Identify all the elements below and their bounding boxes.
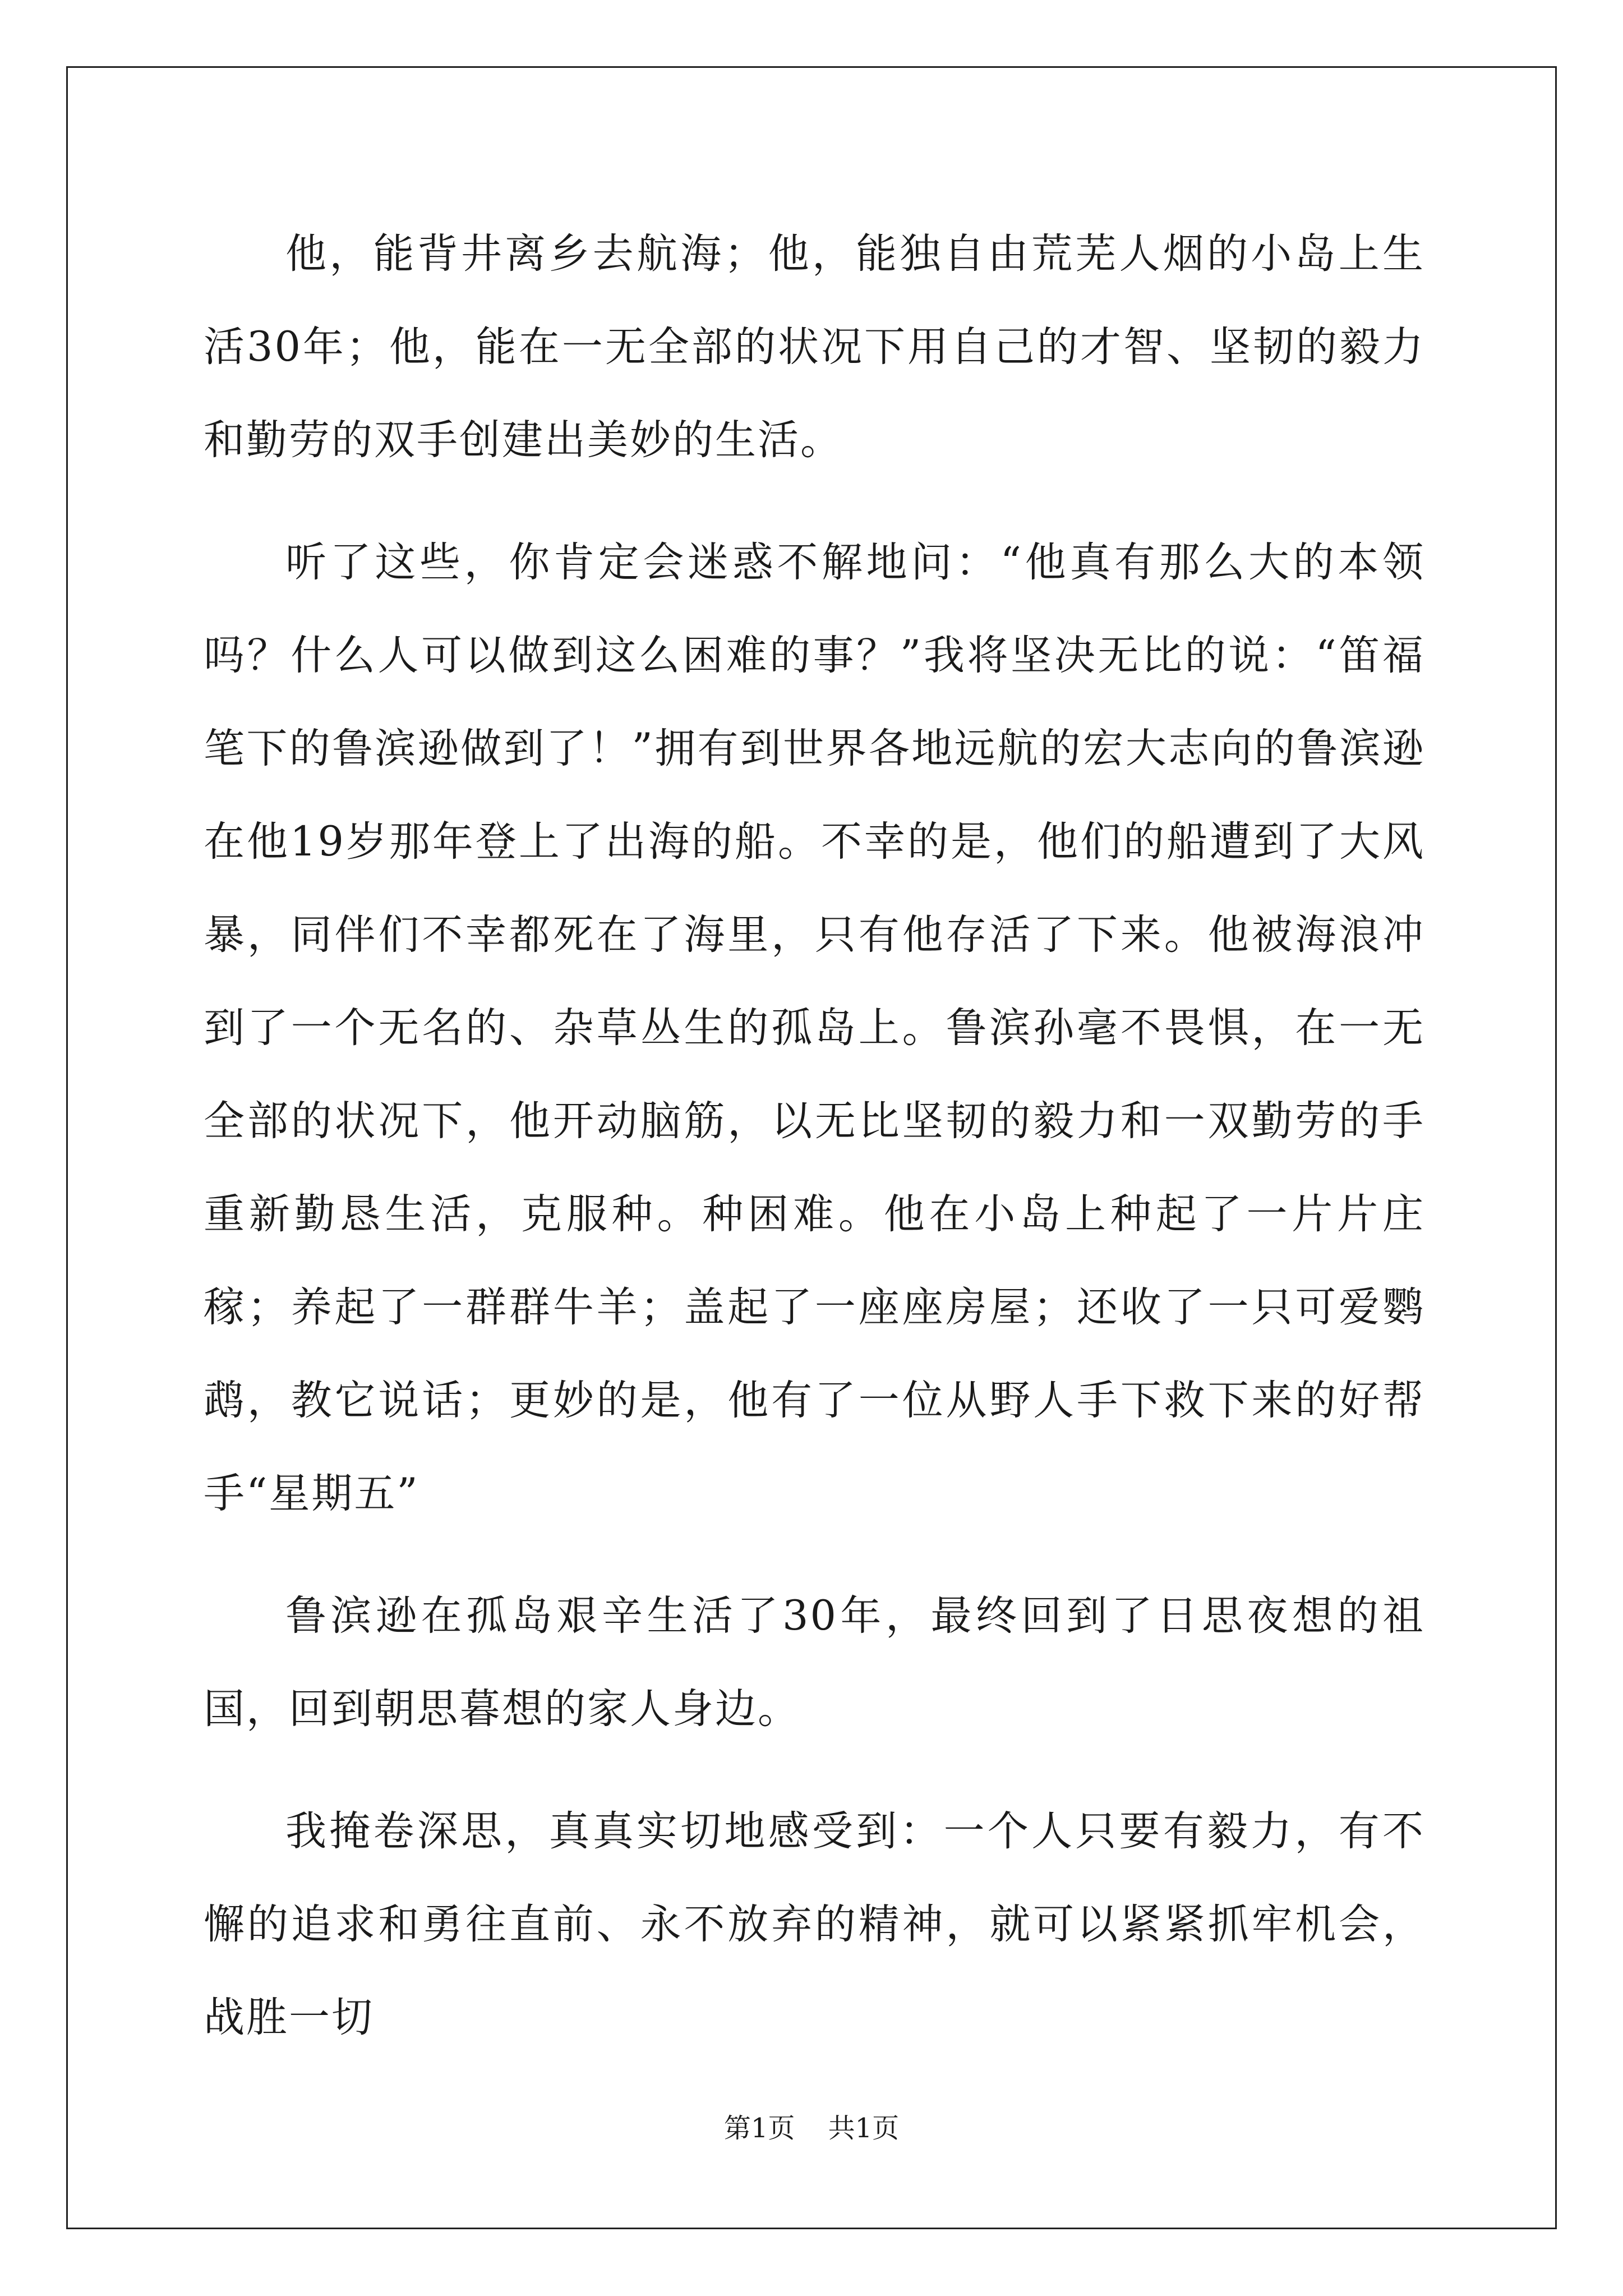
page-footer bbox=[0, 2106, 1623, 2145]
paragraph-4: 我掩卷深思，真真实切地感受到：一个人只要有毅力，有不懈的追求和勇往直前、永不放弃的精神，就可以紧紧抓牢机会，战胜一切 bbox=[204, 1807, 1425, 2041]
page-number: 第1页 bbox=[723, 2113, 795, 2144]
page-total: 共1页 bbox=[828, 2113, 900, 2144]
paragraph-2: 听了这些，你肯定会迷惑不解地问：“他真有那么大的本领吗？什么人可以做到这么困难的事？”我将坚决无比的说：“笛福笔下的鲁滨逊做到了！”拥有到世界各地远航的宏大志向的鲁滨逊在他19岁那年登上了出海的船。不幸的是，他们的船遭到了大风暴，同伴们不幸都死在了海里，只有他存活了下来。他被海浪冲到了一个无名的、杂草丛生的孤岛上。鲁滨孙毫不畏惧，在一无全部的状况下，他开动脑筋，以无比坚韧的毅力和一双勤劳的手重新勤恳生活，克服种。种困难。他在小岛上种起了一片片庄稼；养起了一群群牛羊；盖起了一座座房屋；还收了一只可爱鹦鹉，教它说话；更妙的是，他有了一位从野人手下救下来的好帮手“星期五” bbox=[204, 539, 1425, 1517]
document-body bbox=[204, 208, 1425, 2093]
paragraph-3: 鲁滨逊在孤岛艰辛生活了30年，最终回到了日思夜想的祖国，回到朝思暮想的家人身边。 bbox=[204, 1592, 1425, 1733]
paragraph-1: 他，能背井离乡去航海；他，能独自由荒芜人烟的小岛上生活30年；他，能在一无全部的状况下用自己的才智、坚韧的毅力和勤劳的双手创建出美妙的生活。 bbox=[204, 230, 1425, 464]
